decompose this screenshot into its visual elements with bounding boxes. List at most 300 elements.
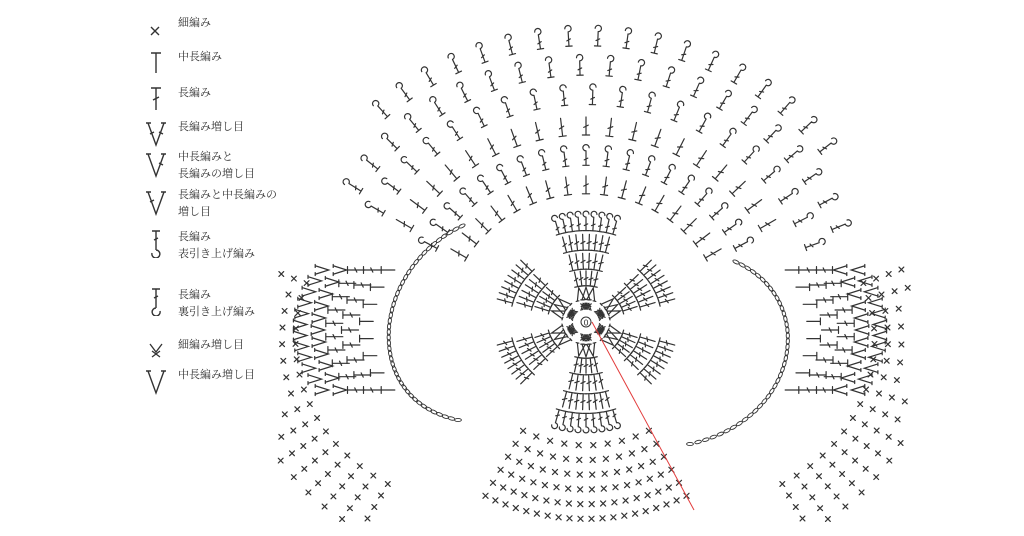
stitch-x — [290, 451, 295, 456]
stitch-rhook — [456, 81, 471, 102]
chain-stitch — [408, 392, 415, 399]
stitch-F — [577, 358, 585, 374]
stitch-T — [807, 318, 821, 325]
stitch-V — [333, 384, 347, 395]
stitch-hook — [643, 155, 656, 177]
stitch-F — [636, 186, 650, 205]
stitch-V — [851, 384, 865, 395]
stitch-T — [381, 387, 395, 394]
stitch-rhook — [594, 25, 601, 46]
stitch-hook — [500, 96, 513, 118]
stitch-x — [534, 511, 539, 516]
stitch-hook — [538, 149, 549, 171]
chain-stitch — [411, 396, 418, 403]
stitch-F — [579, 253, 586, 269]
stitch-T — [785, 267, 799, 274]
stitch-x — [623, 498, 628, 503]
stitch-F — [339, 373, 356, 380]
stitch-hook — [560, 145, 569, 166]
stitch-x — [565, 471, 570, 476]
stitch-T — [381, 267, 395, 274]
stitch-x — [297, 372, 302, 377]
stitch-rhook — [755, 78, 772, 99]
stitch-F — [681, 216, 699, 234]
stitch-hook — [610, 215, 621, 235]
stitch-x — [521, 428, 526, 433]
stitch-x — [513, 441, 518, 446]
stitch-F — [557, 118, 566, 137]
stitch-F — [824, 280, 841, 287]
stitch-hook — [679, 174, 696, 195]
chain-stitch — [750, 269, 757, 276]
stitch-rhook — [691, 76, 705, 97]
stitch-F — [573, 253, 582, 270]
stitch-F — [824, 373, 841, 380]
stitch-x — [331, 494, 336, 499]
stitch-x — [905, 285, 910, 290]
stitch-x — [800, 516, 805, 521]
stitch-x — [899, 324, 904, 329]
stitch-x — [636, 480, 641, 485]
stitch-x — [282, 309, 287, 314]
stitch-x — [279, 272, 284, 277]
stitch-x — [664, 502, 669, 507]
stitch-x — [302, 466, 307, 471]
stitch-rhook — [371, 99, 390, 119]
chain-stitch — [448, 416, 455, 421]
stitch-rhook — [831, 219, 853, 233]
stitch-x — [540, 467, 545, 472]
stitch-x — [589, 502, 594, 507]
stitch-x — [780, 482, 785, 487]
stitch-V — [312, 312, 326, 323]
stitch-rhook — [342, 178, 363, 194]
stitch-x — [863, 466, 868, 471]
stitch-hook — [617, 86, 626, 107]
stitch-V — [852, 300, 866, 311]
stitch-F — [506, 357, 523, 371]
chain-stitch — [417, 254, 424, 261]
stitch-F — [577, 271, 585, 287]
stitch-x — [578, 516, 583, 521]
stitch-hook — [696, 112, 712, 133]
stitch-x — [842, 429, 847, 434]
stitch-x — [589, 487, 594, 492]
stitch-x — [884, 358, 889, 363]
stitch-x — [870, 407, 875, 412]
stitch-x — [886, 342, 891, 347]
stitch-x — [895, 378, 900, 383]
stitch-x — [555, 500, 560, 505]
stitch-F — [606, 118, 615, 137]
stitch-x — [542, 483, 547, 488]
stitch-F — [622, 304, 638, 314]
stitch-V — [308, 374, 322, 385]
stitch-x — [654, 505, 659, 510]
stitch-x — [601, 501, 606, 506]
stitch-F — [505, 194, 520, 213]
stitch-V — [574, 343, 587, 358]
stitch-hook — [590, 413, 597, 433]
stitch-x — [883, 412, 888, 417]
stitch-V — [851, 264, 865, 275]
stitch-x — [312, 436, 317, 441]
stitch-F — [800, 267, 817, 274]
stitch-x — [656, 489, 661, 494]
stitch-x — [348, 506, 353, 511]
stitch-x — [365, 516, 370, 521]
stitch-hook — [671, 100, 685, 122]
stitch-rhook — [484, 70, 497, 92]
stitch-x — [602, 471, 607, 476]
stitch-F — [652, 353, 669, 366]
stitch-x — [591, 443, 596, 448]
stitch-T — [803, 301, 817, 308]
stitch-x — [517, 459, 522, 464]
stitch-hook — [380, 177, 400, 194]
stitch-rhook — [403, 112, 421, 132]
stitch-x — [614, 469, 619, 474]
chain-stitch — [404, 388, 411, 395]
stitch-x — [544, 498, 549, 503]
stitch-x — [301, 444, 306, 449]
stitch-x — [817, 474, 822, 479]
stitch-rhook — [395, 81, 412, 101]
stitch-x — [858, 402, 863, 407]
stitch-rhook — [360, 154, 380, 172]
chain-stitch — [694, 440, 701, 445]
stitch-hook — [516, 155, 529, 177]
stitch-x — [335, 462, 340, 467]
chain-stitch — [702, 437, 709, 442]
chain-stitch — [723, 428, 731, 434]
stitch-x — [842, 450, 847, 455]
stitch-x — [291, 428, 296, 433]
stitch-x — [874, 475, 879, 480]
stitch-V — [319, 360, 333, 371]
stitch-x — [850, 481, 855, 486]
stitch-F — [586, 234, 593, 250]
stitch-x — [613, 485, 618, 490]
stitch-F — [521, 343, 538, 356]
stitch-x — [885, 325, 890, 330]
stitch-x — [843, 504, 848, 509]
chain-stitch — [421, 249, 428, 256]
stitch-x — [853, 458, 858, 463]
stitch-F — [579, 394, 586, 410]
stitch-F — [449, 246, 468, 261]
stitch-F — [339, 280, 356, 287]
stitch-V — [847, 288, 861, 299]
stitch-F — [424, 179, 442, 197]
legend-label-hdc-increase: 中長編み増し目 — [178, 368, 255, 381]
stitch-F — [591, 253, 600, 270]
stitch-x — [522, 493, 527, 498]
stitch-x — [483, 493, 488, 498]
stitch-F — [618, 338, 634, 351]
stitch-rhook — [818, 192, 839, 207]
stitch-rhook — [802, 167, 823, 184]
stitch-x — [525, 447, 530, 452]
stitch-x — [902, 399, 907, 404]
stitch-hook — [589, 84, 596, 105]
stitch-V — [315, 300, 329, 311]
stitch-x — [879, 292, 884, 297]
stitch-F — [634, 343, 651, 356]
stitch-x — [513, 505, 518, 510]
stitch-V — [869, 297, 883, 308]
stitch-x — [578, 487, 583, 492]
stitch-x — [820, 453, 825, 458]
stitch-F — [347, 357, 364, 364]
stitch-x — [802, 484, 807, 489]
stitch-F — [642, 366, 658, 381]
stitch-hook — [429, 218, 450, 235]
stitch-F — [348, 387, 365, 394]
stitch-x — [666, 485, 671, 490]
stitch-x — [874, 276, 879, 281]
stitch-x — [793, 505, 798, 510]
stitch-T — [785, 387, 799, 394]
legend-label-hdc: 中長編み — [178, 50, 222, 63]
stitch-x — [326, 472, 331, 477]
stitch-rhook — [380, 132, 399, 151]
stitch-x — [323, 450, 328, 455]
stitch-F — [463, 149, 479, 168]
stitch-F — [591, 393, 599, 410]
stitch-F — [508, 128, 521, 147]
stitch-x — [601, 486, 606, 491]
stitch-x — [498, 467, 503, 472]
stitch-x — [658, 472, 663, 477]
stitch-x — [349, 474, 354, 479]
stitch-F — [649, 273, 666, 287]
stitch-x — [622, 513, 627, 518]
stitch-F — [566, 373, 576, 390]
stitch-hook — [793, 212, 814, 227]
legend-label-bpdc: 長編み 裏引き上げ編み — [178, 288, 255, 318]
stitch-V — [833, 384, 847, 395]
stitch-V — [855, 324, 869, 335]
stitch-x — [379, 493, 384, 498]
stitch-rhook — [663, 66, 675, 88]
stitch-x — [520, 476, 525, 481]
stitch-x — [533, 496, 538, 501]
stitch-F — [559, 391, 569, 408]
stitch-x — [528, 464, 533, 469]
stitch-x — [506, 454, 511, 459]
stitch-x — [313, 458, 318, 463]
stitch-x — [808, 464, 813, 469]
stitch-x — [566, 501, 571, 506]
stitch-hook — [762, 165, 782, 183]
stitch-hook — [575, 413, 582, 433]
stitch-F — [573, 234, 581, 251]
stitch-F — [628, 352, 645, 367]
stitch-x — [340, 484, 345, 489]
stitch-hook — [722, 218, 743, 235]
stitch-F — [326, 333, 343, 340]
stitch-x — [548, 438, 553, 443]
chain-stitch — [709, 434, 716, 439]
stitch-x — [590, 457, 595, 462]
stitch-F — [596, 373, 606, 390]
stitch-F — [395, 216, 414, 231]
stitch-rhook — [623, 27, 632, 48]
stitch-x — [493, 498, 498, 503]
legend-label-dc: 長編み — [178, 86, 211, 99]
chain-stitch — [409, 263, 416, 270]
stitch-F — [473, 216, 491, 234]
stitch-V — [302, 363, 316, 374]
stitch-x — [898, 360, 903, 365]
stitch-x — [291, 475, 296, 480]
stitch-hook — [443, 201, 463, 219]
stitch-rhook — [545, 56, 554, 77]
stitch-V — [854, 336, 868, 347]
legend-label-sc-increase: 細編み増し目 — [178, 338, 244, 351]
stitch-x — [864, 387, 869, 392]
stitch-x — [286, 292, 291, 297]
legend-label-hdc-dc-increase: 中長編みと 長編みの増し目 — [178, 150, 255, 180]
stitch-V — [841, 372, 855, 383]
stitch-hook — [417, 236, 438, 251]
stitch-x — [825, 484, 830, 489]
stitch-F — [816, 357, 833, 364]
stitch-F — [326, 320, 343, 327]
stitch-V — [325, 372, 339, 383]
stitch-F — [364, 387, 381, 394]
stitch-F — [342, 327, 359, 334]
stitch-x — [611, 515, 616, 520]
chain-stitch — [400, 279, 406, 287]
stitch-F — [816, 387, 833, 394]
stitch-F — [822, 327, 839, 334]
stitch-x — [600, 516, 605, 521]
stitch-F — [579, 375, 586, 391]
stitch-x — [895, 417, 900, 422]
stitch-x — [280, 342, 285, 347]
stitch-F — [542, 180, 554, 199]
stitch-x — [826, 517, 831, 522]
stitch-F — [527, 277, 544, 292]
stitch-x — [899, 267, 904, 272]
stitch-x — [538, 451, 543, 456]
chain-stitch — [425, 406, 433, 412]
stitch-V — [293, 330, 307, 341]
stitch-F — [583, 358, 589, 373]
stitch-F — [597, 235, 606, 252]
chain-stitch — [406, 268, 412, 275]
stitch-x — [647, 476, 652, 481]
stitch-x — [674, 498, 679, 503]
stitch-x — [642, 447, 647, 452]
stitch-F — [573, 374, 582, 391]
stitch-F — [816, 297, 833, 304]
stitch-hook — [644, 91, 656, 113]
stitch-x — [890, 395, 895, 400]
stitch-x — [564, 456, 569, 461]
stitch-x — [787, 493, 792, 498]
stitch-rhook — [731, 63, 747, 84]
stitch-x — [898, 441, 903, 446]
stitch-V — [833, 264, 847, 275]
stitch-x — [633, 434, 638, 439]
stitch-x — [307, 402, 312, 407]
stitch-x — [284, 375, 289, 380]
stitch-hook — [364, 200, 385, 216]
stitch-x — [315, 416, 320, 421]
stitch-F — [585, 375, 592, 391]
stitch-F — [583, 271, 589, 286]
stitch-F — [566, 235, 575, 252]
stitch-hook — [597, 212, 606, 232]
stitch-F — [602, 391, 612, 408]
stitch-x — [501, 485, 506, 490]
stitch-x — [556, 515, 561, 520]
stitch-x — [355, 495, 360, 500]
stitch-hook — [583, 145, 589, 166]
stitch-x — [562, 441, 567, 446]
stitch-x — [550, 454, 555, 459]
stitch-x — [371, 473, 376, 478]
stitch-F — [503, 278, 520, 291]
stitch-F — [343, 342, 360, 349]
stitch-x — [859, 490, 864, 495]
stitch-F — [534, 330, 550, 340]
stitch-x — [531, 480, 536, 485]
stitch-F — [649, 357, 666, 371]
stitch-F — [364, 267, 381, 274]
stitch-F — [559, 236, 569, 253]
stitch-rhook — [764, 124, 783, 143]
stitch-V — [315, 348, 329, 359]
stitch-hook — [590, 211, 597, 231]
stitch-F — [566, 392, 575, 409]
chain-stitch — [759, 276, 766, 283]
stitch-x — [886, 434, 891, 439]
stitch-x — [840, 472, 845, 477]
chart-symbols — [278, 25, 910, 521]
stitch-F — [591, 271, 600, 287]
stitch-x — [877, 391, 882, 396]
stitch-x — [794, 473, 799, 478]
stitch-F — [582, 117, 589, 135]
stitch-F — [820, 312, 837, 319]
stitch-V — [841, 276, 855, 287]
stitch-x — [322, 504, 327, 509]
stitch-F — [809, 282, 826, 289]
stitch-x — [864, 444, 869, 449]
stitch-V — [847, 360, 861, 371]
chain-stitch — [730, 424, 737, 430]
stitch-x — [612, 500, 617, 505]
stitch-x — [832, 442, 837, 447]
stitch-x — [289, 391, 294, 396]
stitch-x — [589, 516, 594, 521]
chain-stitch — [687, 442, 694, 445]
stitch-F — [600, 177, 609, 196]
stitch-x — [279, 434, 284, 439]
stitch-hook — [567, 212, 576, 232]
stitch-V — [319, 288, 333, 299]
stitch-x — [577, 457, 582, 462]
stitch-F — [837, 320, 854, 327]
stitch-hook — [496, 163, 511, 184]
stitch-x — [545, 513, 550, 518]
stitch-F — [634, 288, 651, 301]
stitch-x — [590, 472, 595, 477]
